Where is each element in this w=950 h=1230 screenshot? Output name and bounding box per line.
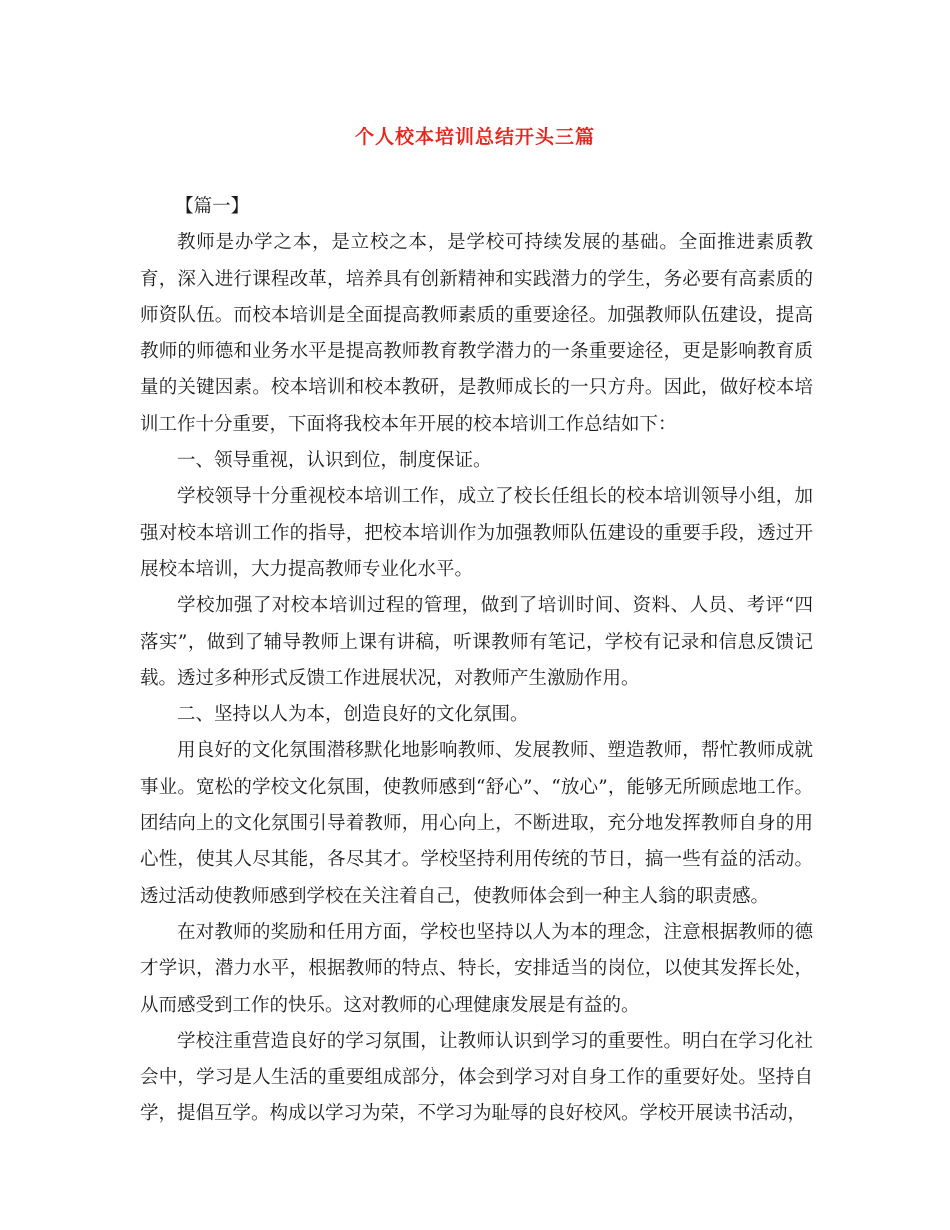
- body-paragraph: 学校领导十分重视校本培训工作，成立了校长任组长的校本培训领导小组，加强对校本培训工作的指导，把校本培训作为加强教师队伍建设的重要手段，透过开展校本培训，大力提高教师专业化水平。: [140, 486, 813, 580]
- body-paragraph: 教师是办学之本，是立校之本，是学校可持续发展的基础。全面推进素质教育，深入进行课程改革，培养具有创新精神和实践潜力的学生，务必要有高素质的师资队伍。而校本培训是全面提高教师素质的重要途径。加强教师队伍建设，提高教师的师德和业务水平是提高教师教育教学潜力的一条重要途径，更是影响教育质量的关键因素。校本培训和校本教研，是教师成长的一只方舟。因此，做好校本培训工作十分重要，下面将我校本年开展的校本培训工作总结如下：: [140, 232, 813, 435]
- document-title: 个人校本培训总结开头三篇: [354, 126, 595, 148]
- section-heading: 一、领导重视，认识到位，制度保证。: [177, 450, 492, 472]
- document-body: [140, 189, 813, 1133]
- section-heading: 二、坚持以人为本，创造良好的文化氛围。: [177, 704, 529, 726]
- body-paragraph: 学校注重营造良好的学习氛围，让教师认识到学习的重要性。明白在学习化社会中，学习是人生活的重要组成部分，体会到学习对自身工作的重要好处。坚持自学，提倡互学。构成以学习为荣，不学习为耻辱的良好校风。学校开展读书活动，: [140, 1030, 813, 1125]
- section-label-part-one: 【篇一】: [175, 196, 250, 217]
- body-paragraph: 在对教师的奖励和任用方面，学校也坚持以人为本的理念，注意根据教师的德才学识，潜力水平，根据教师的特点、特长，安排适当的岗位，以使其发挥长处，从而感受到工作的快乐。这对教师的心理健康发展是有益的。: [140, 921, 813, 1016]
- body-paragraph: 用良好的文化氛围潜移默化地影响教师、发展教师、塑造教师，帮忙教师成就事业。宽松的学校文化氛围，使教师感到“舒心”、“放心”，能够无所顾虑地工作。团结向上的文化氛围引导着教师，用心向上，不断进取，充分地发挥教师自身的用心性，使其人尽其能，各尽其才。学校坚持利用传统的节日，搞一些有益的活动。透过活动使教师感到学校在关注着自己，使教师体会到一种主人翁的职责感。: [140, 740, 813, 907]
- body-paragraph: 学校加强了对校本培训过程的管理，做到了培训时间、资料、人员、考评“四落实”，做到了辅导教师上课有讲稿，听课教师有笔记，学校有记录和信息反馈记载。透过多种形式反馈工作进展状况，对教师产生激励作用。: [140, 595, 813, 689]
